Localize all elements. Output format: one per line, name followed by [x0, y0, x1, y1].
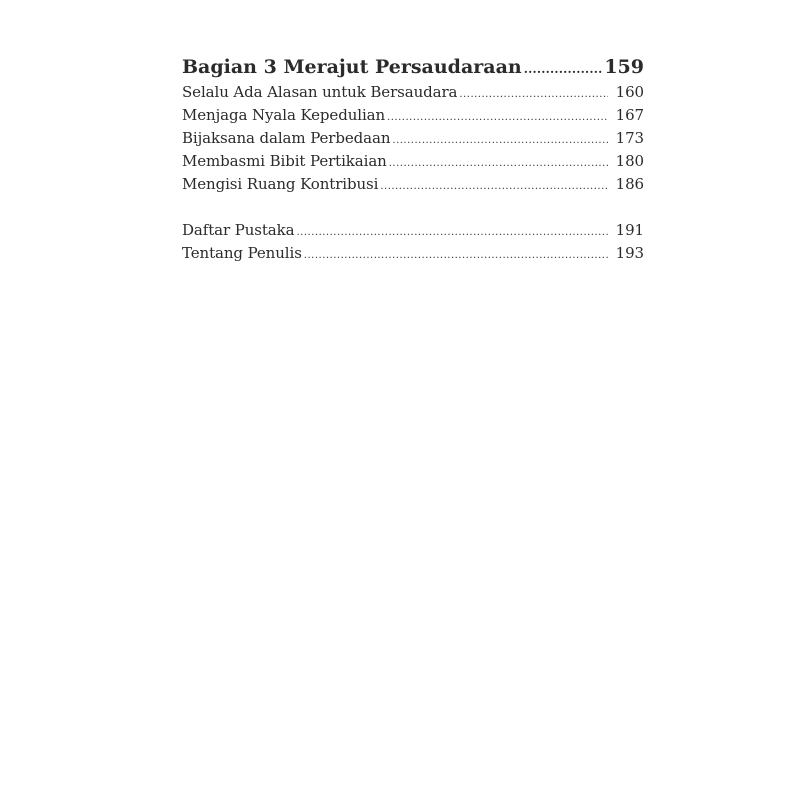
toc-dot-leader	[380, 173, 608, 196]
toc-section-heading	[182, 54, 644, 80]
toc-dot-leader	[459, 81, 608, 104]
toc-entry-title: Daftar Pustaka	[182, 221, 295, 239]
toc-entry-page: 160	[615, 83, 644, 101]
toc-entry-title: Selalu Ada Alasan untuk Bersaudara	[182, 83, 458, 101]
toc-entry	[182, 81, 644, 104]
toc-back-matter-entry	[182, 219, 644, 242]
toc-entry-title: Membasmi Bibit Pertikaian	[182, 152, 387, 170]
toc-dot-leader	[389, 150, 608, 173]
toc-entry-page: 167	[615, 106, 644, 124]
toc-dot-leader	[387, 104, 608, 127]
toc-back-matter-entry	[182, 242, 644, 265]
toc-entry-page: 173	[615, 129, 644, 147]
toc-entry-page: 186	[615, 175, 644, 193]
toc-dot-leader	[297, 219, 609, 242]
toc-dot-leader	[304, 242, 608, 265]
toc-dot-leader	[524, 54, 603, 80]
toc-entry	[182, 150, 644, 173]
table-of-contents	[182, 54, 644, 265]
toc-entry-title: Menjaga Nyala Kepedulian	[182, 106, 386, 124]
toc-dot-leader	[392, 127, 608, 150]
toc-section-page: 159	[604, 56, 644, 78]
toc-section-title: Bagian 3 Merajut Persaudaraan	[182, 56, 522, 78]
toc-entry-page: 180	[615, 152, 644, 170]
toc-entry-page: 193	[615, 244, 644, 262]
toc-entry	[182, 104, 644, 127]
toc-entry-title: Tentang Penulis	[182, 244, 302, 262]
toc-entry-title: Mengisi Ruang Kontribusi	[182, 175, 379, 193]
toc-entry	[182, 127, 644, 150]
toc-entry	[182, 173, 644, 196]
toc-entry-title: Bijaksana dalam Perbedaan	[182, 129, 391, 147]
toc-entry-page: 191	[615, 221, 644, 239]
